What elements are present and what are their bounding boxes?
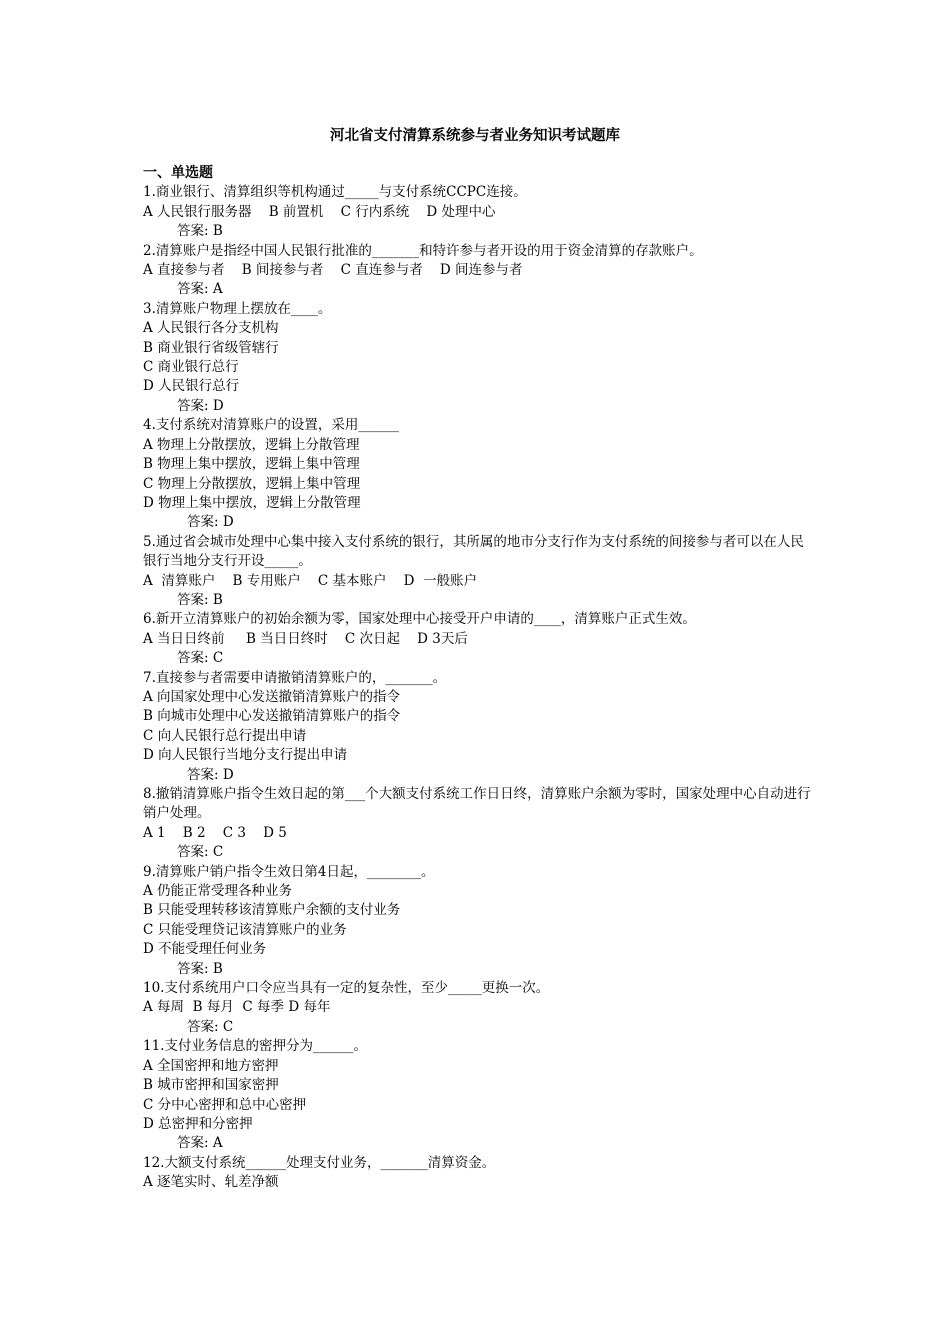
question-options: A 清算账户 B 专用账户 C 基本账户 D 一般账户 [143, 572, 478, 589]
question-option: C 分中心密押和总中心密押 [143, 1096, 307, 1113]
question-option: B 城市密押和国家密押 [143, 1077, 279, 1094]
question-answer: 答案: D [187, 766, 234, 783]
question-stem: 3.清算账户物理上摆放在____。 [143, 300, 332, 317]
question-option: D 向人民银行当地分支行提出申请 [143, 747, 348, 764]
question-option: B 只能受理转移该清算账户余额的支付业务 [143, 902, 401, 919]
question-answer: 答案: C [177, 844, 224, 861]
question-option: A 全国密押和地方密押 [143, 1057, 279, 1074]
question-option: A 向国家处理中心发送撤销清算账户的指令 [143, 688, 401, 705]
question-option: A 仍能正常受理各种业务 [143, 883, 293, 900]
question-option: A 人民银行各分支机构 [143, 320, 279, 337]
question-option: C 向人民银行总行提出申请 [143, 727, 307, 744]
question-stem: 9.清算账户销户指令生效日第4日起，________。 [143, 863, 435, 880]
question-option: B 商业银行省级管辖行 [143, 339, 279, 356]
question-option: B 向城市处理中心发送撤销清算账户的指令 [143, 708, 401, 725]
question-options: A 当日日终前 B 当日日终时 C 次日起 D 3天后 [143, 630, 468, 647]
question-options: A 直接参与者 B 间接参与者 C 直连参与者 D 间连参与者 [143, 262, 523, 279]
question-answer: 答案: B [177, 223, 223, 240]
question-stem: 10.支付系统用户口令应当具有一定的复杂性，至少_____更换一次。 [143, 980, 550, 997]
question-stem: 1.商业银行、清算组织等机构通过_____与支付系统CCPC连接。 [143, 184, 527, 201]
document-title: 河北省支付清算系统参与者业务知识考试题库 [330, 128, 620, 144]
question-option: D 不能受理任何业务 [143, 941, 267, 958]
question-option: D 总密押和分密押 [143, 1115, 253, 1132]
question-option: B 物理上集中摆放，逻辑上集中管理 [143, 456, 360, 473]
question-answer: 答案: B [177, 591, 223, 608]
question-option: C 商业银行总行 [143, 359, 239, 376]
question-options: A 人民银行服务器 B 前置机 C 行内系统 D 处理中心 [143, 203, 496, 220]
question-option: A 物理上分散摆放，逻辑上分散管理 [143, 436, 360, 453]
question-answer: 答案: B [177, 960, 223, 977]
question-stem: 4.支付系统对清算账户的设置，采用______ [143, 417, 399, 434]
question-answer: 答案: A [177, 281, 223, 298]
question-stem: 6.新开立清算账户的初始余额为零，国家处理中心接受开户申请的____，清算账户正式生效。 [143, 611, 696, 628]
question-stem: 8.撤销清算账户指令生效日起的第___个大额支付系统工作日日终，清算账户余额为零时，国家处理中心自动进行销户处理。 [143, 786, 811, 822]
question-stem: 5.通过省会城市处理中心集中接入支付系统的银行，其所属的地市分支行作为支付系统的间接参与者可以在人民银行当地分支行开设_____。 [143, 533, 804, 570]
question-answer: 答案: A [177, 1135, 223, 1152]
question-answer: 答案: C [187, 1018, 234, 1035]
question-option: A 逐笔实时、轧差净额 [143, 1174, 279, 1191]
section-heading: 一、单选题 [143, 165, 213, 181]
question-option: C 只能受理贷记该清算账户的业务 [143, 921, 347, 938]
question-options: A 1 B 2 C 3 D 5 [143, 824, 287, 841]
question-option: C 物理上分散摆放，逻辑上集中管理 [143, 475, 361, 492]
question-stem: 12.大额支付系统______处理支付业务，_______清算资金。 [143, 1154, 496, 1171]
question-stem: 2.清算账户是指经中国人民银行批准的_______和特许参与者开设的用于资金清算的存款账户。 [143, 242, 703, 259]
question-bank [143, 164, 813, 1193]
question-options: A 每周 B 每月 C 每季 D 每年 [143, 999, 331, 1016]
question-stem: 7.直接参与者需要申请撤销清算账户的，_______。 [143, 669, 447, 686]
question-stem: 11.支付业务信息的密押分为______。 [143, 1038, 367, 1055]
question-answer: 答案: C [177, 650, 224, 667]
question-option: D 物理上集中摆放，逻辑上分散管理 [143, 494, 361, 511]
question-option: D 人民银行总行 [143, 378, 240, 395]
question-answer: 答案: D [187, 514, 234, 531]
question-answer: 答案: D [177, 397, 224, 414]
